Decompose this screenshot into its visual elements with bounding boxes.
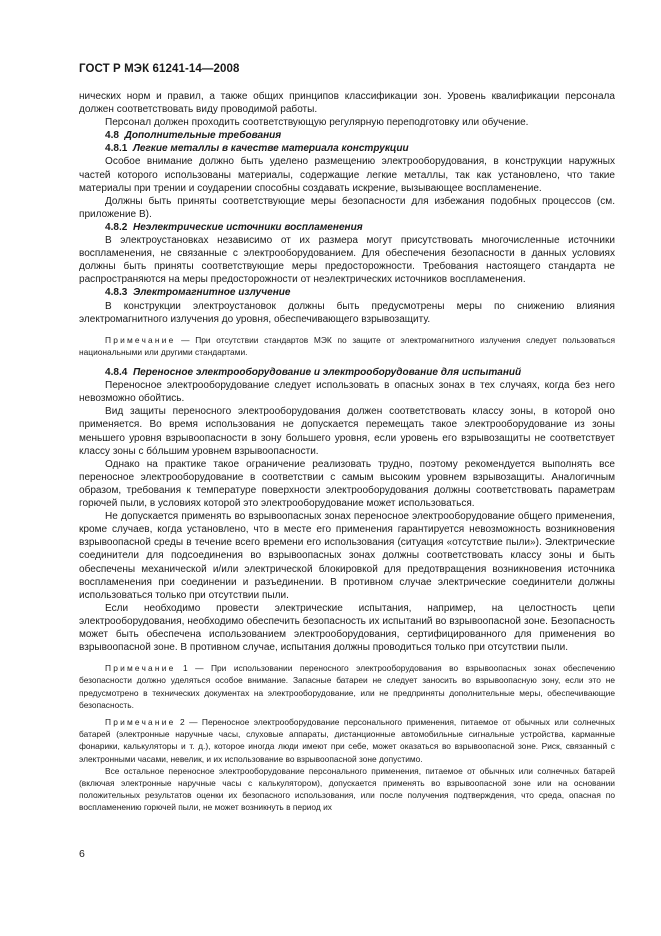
paragraph: Персонал должен проходить соответствующую регулярную переподготовку или обучение.: [105, 117, 529, 129]
paragraph: Особое внимание должно быть уделено размещению электрооборудования, в конструкции наружных частей которого использованы материалы, содержащие легкие металлы, так как установлено, что такие материалы при трении и соударении способны создавать искрение, вызывающее воспламенение.: [79, 156, 615, 194]
page-number: 6: [79, 848, 85, 860]
section-number: 4.8.1: [105, 143, 128, 155]
section-heading-4-8-4: [79, 366, 615, 379]
paragraph: Переносное электрооборудование следует использовать в опасных зонах в тех случаях, когда без него невозможно обойтись.: [79, 380, 615, 405]
paragraph: нических норм и правил, а также общих принципов классификации зон. Уровень квалификации персонала должен соответствовать виду проводимой работы.: [79, 91, 615, 116]
section-heading-4-8: [79, 129, 615, 142]
section-heading-4-8-2: [79, 221, 615, 234]
note: [79, 334, 615, 358]
note-label: Примечание: [105, 716, 176, 727]
document-body: [79, 90, 615, 814]
section-heading-4-8-1: [79, 142, 615, 155]
paragraph: Не допускается применять во взрывоопасных зонах переносное электрооборудование общего применения, кроме случаев, когда установлено, что в месте его применения гарантируется невозможность возникновения взрывоопасной среды в течение всего времени его использования (ситуация «отсутствие пыли»). Электрические соединители для подсоединения во взрывоопасных зонах должны соответствовать классу зоны и быть обеспечены механической и/или электрической блокировкой для предотвращения возникновения источника воспламенения при соединении и разъединении. В противном случае электрические соединители должны использоваться только при отсутствии пыли.: [79, 511, 615, 601]
note-label: Примечание: [105, 663, 176, 674]
section-title: Дополнительные требования: [124, 130, 282, 142]
section-number: 4.8.4: [105, 367, 128, 379]
note: [79, 662, 615, 711]
section-title: Электромагнитное излучение: [132, 287, 291, 299]
paragraph: Должны быть приняты соответствующие меры безопасности для избежания подобных процессов (см. приложение В).: [79, 195, 615, 220]
section-heading-4-8-3: [79, 286, 615, 299]
section-number: 4.8.2: [105, 221, 128, 233]
note-text: 1 — При использовании переносного электрооборудования во взрывоопасных зонах обеспечению безопасности должно уделяться особое внимание. Запасные батареи не следует заносить во взрывоопасную зону, если это не предусмотрено в технических документах на электрооборудование, или не предприняты дополнительные меры, обеспечивающие безопасность.: [79, 663, 615, 710]
note: [79, 716, 615, 765]
section-number: 4.8.3: [105, 287, 128, 299]
note-label: Примечание: [105, 334, 176, 345]
section-title: Неэлектрические источники воспламенения: [132, 221, 363, 233]
paragraph: В конструкции электроустановок должны быть предусмотрены меры по снижению влияния электромагнитного излучения до уровня, обеспечивающего взрывозащиту.: [79, 300, 615, 325]
note-continuation: Все остальное переносное электрооборудование персонального применения, питаемое от обычных или солнечных батарей (включая электронные наручные часы с калькулятором), допускается применять во взрывоопасной зоне или на основании положительных результатов оценки их безопасного использования, или после получения подтверждения, что среда, опасная по воспламенению горючей пыли, не может возникнуть в период их: [79, 765, 615, 813]
section-title: Переносное электрооборудование и электрооборудование для испытаний: [132, 367, 522, 379]
paragraph: Вид защиты переносного электрооборудования должен соответствовать классу зоны, в которой оно применяется. Во время использования не допускается перемещать такое электрооборудование из зоны меньшего уровня взрывоопасности в зону большего уровня, если уровень его взрывозащиты не соответствует классу зоны с бóльшим уровнем взрывоопасности.: [79, 406, 615, 457]
note-text: — При отсутствии стандартов МЭК по защите от электромагнитного излучения следует пользоваться национальными или другими стандартами.: [79, 334, 615, 357]
paragraph: Однако на практике такое ограничение реализовать трудно, поэтому рекомендуется выполнять все переносное электрооборудование в соответствии с самым высоким уровнем взрывозащиты. Аналогичным образом, требования к температуре поверхности электрооборудования должны соответствовать параметрам горючей пыли, в условиях которой это электрооборудование может использоваться.: [79, 458, 615, 510]
section-title: Легкие металлы в качестве материала конструкции: [132, 143, 409, 155]
paragraph: Если необходимо провести электрические испытания, например, на целостность цепи электрооборудования, необходимо обеспечить безопасность их испытаний во взрывоопасной зоне. Безопасность может быть обеспечена использованием электрооборудования, сертифицированного для применения во взрывоопасной зоне. В противном случае, испытания должны проводиться только при отсутствии пыли.: [79, 602, 615, 654]
note-text: 2 — Переносное электрооборудование персонального применения, питаемое от обычных или солнечных батарей (электронные наручные часы, слуховые аппараты, дистанционные автомобильные сигнальные устройства, карманные фонарики, калькуляторы и т. д.), которое иногда люди имеют при себе, может оказаться во взрывоопасной зоне. Риск, связанный с электронными часами, невелик, и их использование во взрывоопасной зоне допустимо.: [79, 716, 615, 764]
paragraph: В электроустановках независимо от их размера могут присутствовать многочисленные источники воспламенения, не связанные с электрооборудованием. Для обеспечения безопасности в данных условиях должны быть приняты соответствующие меры предосторожности. Требования настоящего стандарта не распространяются на меры предосторожности от неэлектрических источников воспламенения.: [79, 235, 615, 286]
section-number: 4.8: [105, 130, 119, 142]
standard-header: ГОСТ Р МЭК 61241-14—2008: [79, 63, 240, 75]
